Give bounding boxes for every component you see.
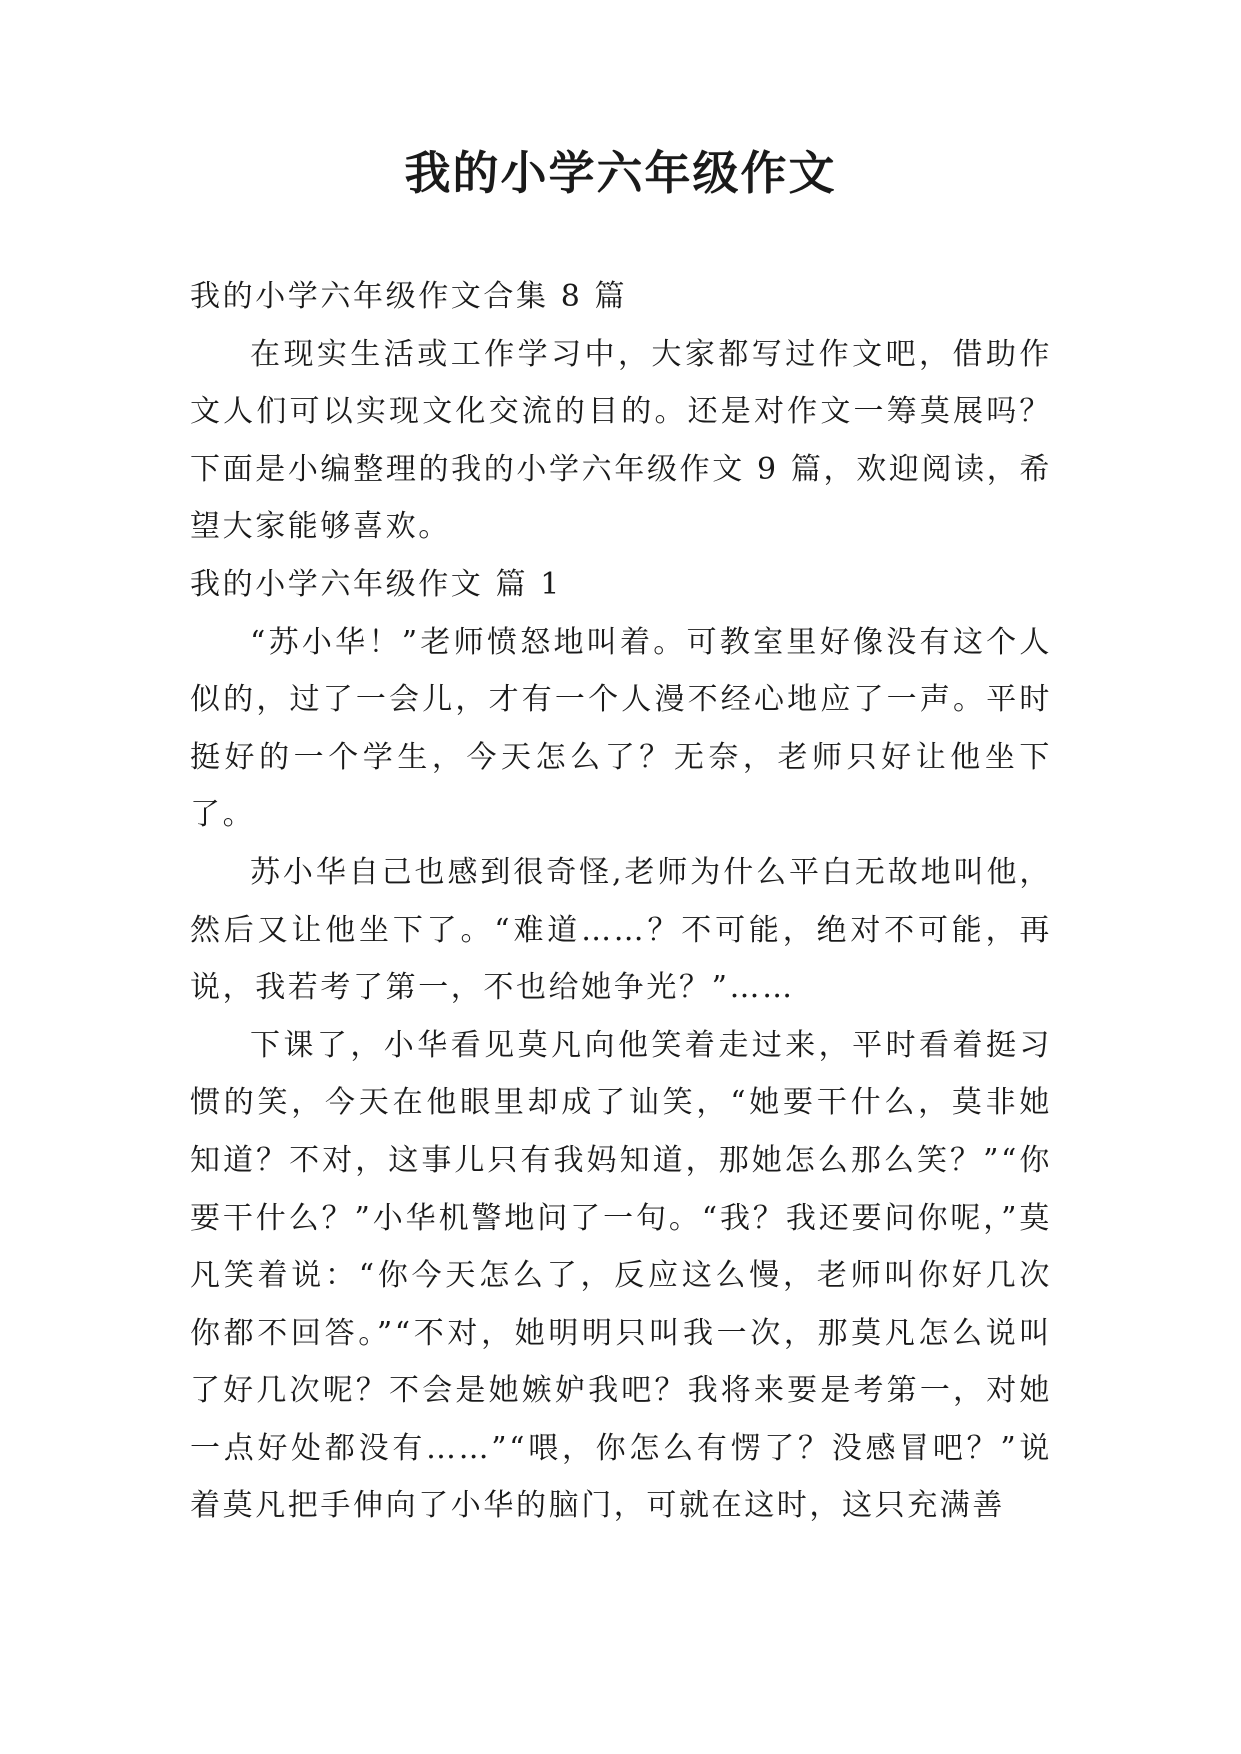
body-paragraph: “苏小华！”老师愤怒地叫着。可教室里好像没有这个人似的，过了一会儿，才有一个人漫不经心地应了一声。平时挺好的一个学生，今天怎么了？无奈，老师只好让他坐下了。	[190, 624, 1052, 833]
body-paragraph: 苏小华自己也感到很奇怪,老师为什么平白无故地叫他，然后又让他坐下了。“难道……？不可能，绝对不可能，再说，我若考了第一，不也给她争光？”……	[190, 854, 1052, 1006]
essay-heading: 我的小学六年级作文 篇 1	[190, 566, 562, 602]
intro-paragraph: 在现实生活或工作学习中，大家都写过作文吧，借助作文人们可以实现文化交流的目的。还是对作文一筹莫展吗？下面是小编整理的我的小学六年级作文 9 篇，欢迎阅读，希望大家能够喜欢。	[190, 336, 1052, 545]
document-body	[190, 268, 1052, 1535]
body-paragraph: 下课了，小华看见莫凡向他笑着走过来，平时看着挺习惯的笑，今天在他眼里却成了讪笑，“她要干什么，莫非她知道？不对，这事儿只有我妈知道，那她怎么那么笑？”“你要干什么？”小华机警地问了一句。“我？我还要问你呢，”莫凡笑着说：“你今天怎么了，反应这么慢，老师叫你好几次你都不回答。”“不对，她明明只叫我一次，那莫凡怎么说叫了好几次呢？不会是她嫉妒我吧？我将来要是考第一，对她一点好处都没有……”“喂，你怎么有愣了？没感冒吧？”说着莫凡把手伸向了小华的脑门，可就在这时，这只充满善	[190, 1027, 1052, 1524]
document-title: 我的小学六年级作文	[404, 146, 837, 200]
collection-heading: 我的小学六年级作文合集 8 篇	[190, 279, 628, 314]
